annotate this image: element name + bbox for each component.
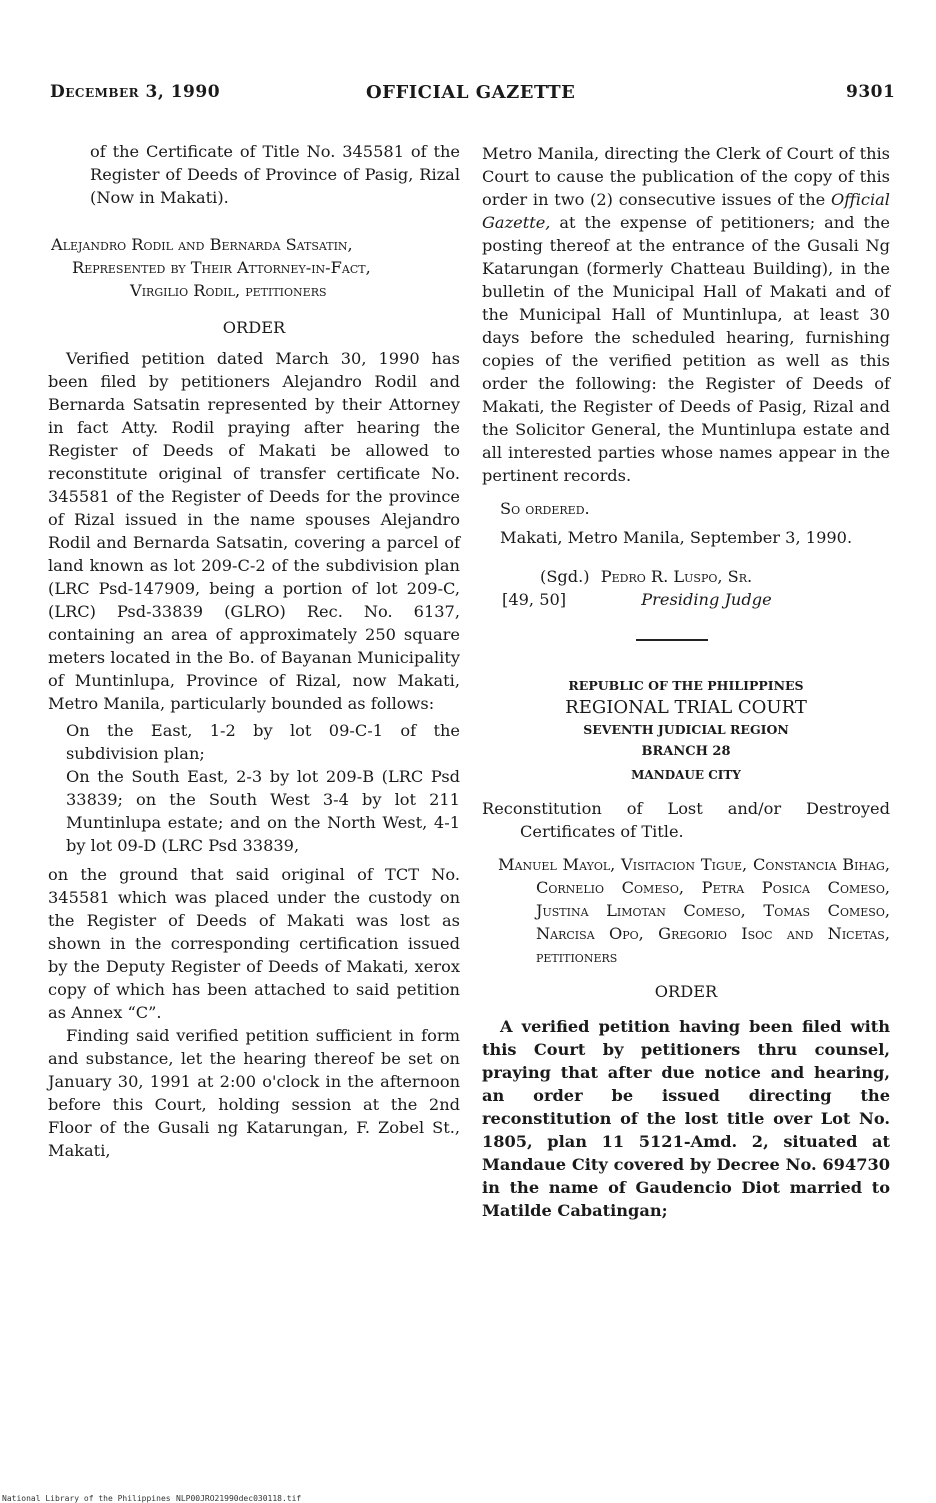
order-heading: ORDER (222, 318, 286, 337)
paragraph-ground: on the ground that said original of TCT No. 345581 which was placed under the custody on the Register of Deeds of Makati was lost as shown in the corresponding certification issued by the Deputy Register of Deeds of Makati, xerox copy of which has been attached to said petition as Annex “C”. (48, 865, 460, 1022)
paragraph-finding: Finding said verified petition sufficient in form and substance, let the hearing thereof be set on January 30, 1991 at 2:00 o'clock in the afternoon before this Court, holding session at the 2nd Floor of the Gusali ng Katarungan, F. Zobel St., Makati, (48, 1026, 460, 1160)
order-heading-2: ORDER (654, 982, 718, 1001)
court-name: REGIONAL TRIAL COURT (565, 697, 807, 718)
header-date: December 3, 1990 (50, 82, 221, 102)
parties-line-2: Represented by Their Attorney-in-Fact, (72, 258, 371, 277)
paragraph-publication (482, 142, 890, 487)
court-branch: BRANCH 28 (641, 744, 731, 759)
issue-reference: [49, 50] (502, 590, 567, 609)
right-column (482, 142, 890, 1222)
boundary-east: On the East, 1-2 by lot 09-C-1 of the subdivision plan; (66, 721, 460, 763)
court-city: MANDAUE CITY (631, 768, 741, 782)
parties-petitioners: Manuel Mayol, Visitacion Tigue, Constancia Bihag, Cornelio Comeso, Petra Posica Comeso, Justina Limotan Comeso, Tomas Comeso, Narcisa Opo, Gregorio Isoc and Nicetas, petitioners (498, 855, 890, 966)
court-republic: REPUBLIC OF THE PHILIPPINES (568, 678, 804, 693)
continuation-text: of the Certificate of Title No. 345581 of the Register of Deeds of Province of Pasig, Rizal (Now in Makati). (90, 142, 460, 207)
header-title: OFFICIAL GAZETTE (366, 82, 576, 103)
left-column (48, 140, 460, 1162)
case-subject: Reconstitution of Lost and/or Destroyed Certificates of Title. (482, 799, 890, 841)
paragraph-reconstitution: A verified petition having been filed with this Court by petitioners thru counsel, praying that after due notice and hearing, an order be issued directing the reconstitution of the lost title over Lot No. 1805, plan 11 5121-Amd. 2, situated at Mandaue City covered by Decree No. 694730 in the name of Gaudencio Diot married to Matilde Cabatingan; (482, 1017, 890, 1220)
gazette-name: Official Gazette, (482, 190, 890, 232)
footer-file-id: NLP00JRO21990dec030118.tif (176, 1494, 302, 1503)
judge-name: Pedro R. Luspo, Sr. (600, 567, 753, 586)
boundary-south-east: On the South East, 2-3 by lot 209-B (LRC Psd 33839; on the South West 3-4 by lot 211 Muntinlupa estate; and on the North West, 4-1 by lot 09-D (LRC Psd 33839, (66, 767, 460, 855)
judge-title: Presiding Judge (641, 590, 772, 609)
publication-text-a: Metro Manila, directing the Clerk of Court of this Court to cause the publication of the copy of this order in two (2) consecutive issues of the (482, 144, 890, 209)
place-date: Makati, Metro Manila, September 3, 1990. (500, 528, 853, 547)
page-number: 9301 (846, 82, 896, 102)
so-ordered: So ordered. (500, 499, 590, 518)
parties-line-3: Virgilio Rodil, petitioners (130, 281, 327, 300)
parties-line-1: Alejandro Rodil and Bernarda Satsatin, (51, 235, 353, 254)
footer-library: National Library of the Philippines (2, 1494, 171, 1503)
publication-text-b: at the expense of petitioners; and the posting thereof at the entrance of the Gusali Ng Katarungan (formerly Chatteau Building), in the bulletin of the Municipal Hall of Makati and of the Municipal Hall of Muntinlupa, at least 30 days before the scheduled hearing, furnishing copies of the verified petition as well as this order the following: the Register of Deeds of Makati, the Register of Deeds of Pasig, Rizal and the Solicitor General, the Muntinlupa estate and all interested parties whose names appear in the pertinent records. (482, 213, 890, 485)
paragraph-petition: Verified petition dated March 30, 1990 has been filed by petitioners Alejandro Rodil and Bernarda Satsatin represented by their Attorney in fact Atty. Rodil praying after hearing the Register of Deeds of Makati be allowed to reconstitute original of transfer certificate No. 345581 of the Register of Deeds for the province of Rizal issued in the name spouses Alejandro Rodil and Bernarda Satsatin, covering a parcel of land known as lot 209-C-2 of the subdivision plan (LRC Psd-147909, being a portion of lot 209-C, (LRC) Psd-33839 (GLRO) Rec. No. 6137, containing an area of approximately 250 square meters located in the Bo. of Bayanan Municipality of Muntinlupa, Province of Rizal, now Makati, Metro Manila, particularly bounded as follows: (48, 349, 460, 713)
signed-mark: (Sgd.) (540, 567, 590, 586)
court-region: SEVENTH JUDICIAL REGION (583, 722, 789, 737)
